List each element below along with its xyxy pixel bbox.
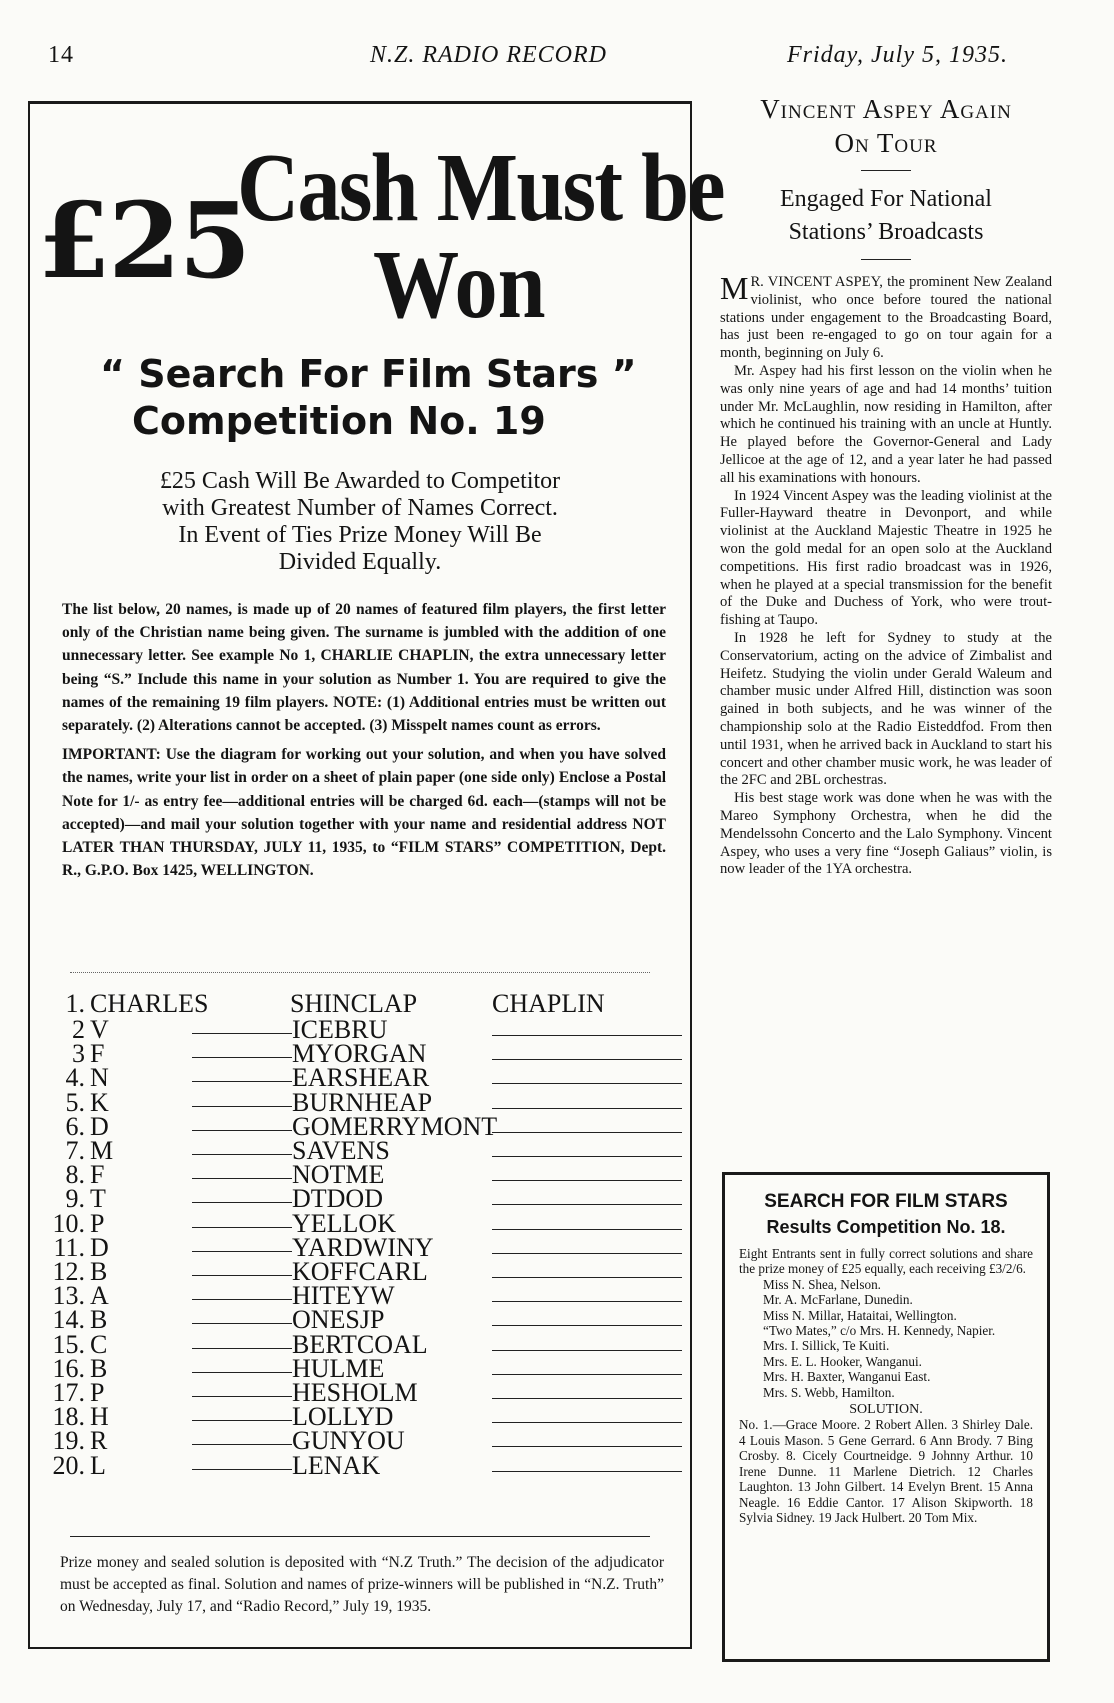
issue-date: Friday, July 5, 1935.	[787, 42, 1008, 68]
divider	[861, 259, 911, 260]
prize-line: with Greatest Number of Names Correct.	[162, 495, 558, 521]
answer-line	[492, 1471, 682, 1472]
headline-line2: Won	[373, 231, 546, 339]
row-jumble: NOTME	[292, 1160, 385, 1190]
winner-entry: Miss N. Shea, Nelson.	[763, 1276, 881, 1292]
drop-cap: M	[720, 270, 749, 306]
row-initial: P	[90, 1378, 105, 1407]
row-jumble: DTDOD	[292, 1184, 383, 1214]
prize-amount: £25	[38, 179, 250, 302]
row-number: 1.	[65, 989, 85, 1018]
winner-entry: “Two Mates,” c/o Mrs. H. Kennedy, Napier.	[763, 1323, 996, 1339]
answer-line	[492, 1204, 682, 1205]
row-number: 19.	[52, 1426, 85, 1456]
row-initial: F	[90, 1160, 105, 1190]
row-jumble: LOLLYD	[292, 1402, 394, 1432]
answer-line	[492, 1301, 682, 1302]
row-jumble: SAVENS	[292, 1136, 390, 1165]
row-initial: M	[90, 1136, 114, 1165]
article-paragraph: M R. VINCENT ASPEY, the prominent New Zealand violinist, who once before toured the national stations under engagement to the Broadcasting Board, has just been re-engaged to go on tour again for a month, beginning on July 6.	[720, 270, 1052, 362]
row-jumble: BERTCOAL	[292, 1329, 428, 1359]
row-initial: K	[90, 1087, 109, 1117]
competition-footer: Prize money and sealed solution is deposited with “N.Z Truth.” The decision of the adjudicator must be accepted as final. Solution and names of prize-winners will be published in “N.Z. Truth” on Wednesday, July 17, and “Radio Record,” July 19, 1935.	[60, 1554, 664, 1615]
row-dash	[192, 1178, 292, 1179]
page-number: 14	[48, 42, 74, 68]
row-number: 5.	[65, 1087, 85, 1117]
answer-line	[492, 1277, 682, 1278]
results-box	[722, 1172, 1050, 1662]
row-dash	[192, 1081, 292, 1082]
row-initial: H	[90, 1402, 109, 1432]
winner-entry: Mrs. H. Baxter, Wanganui East.	[763, 1369, 931, 1385]
row-dash	[192, 1348, 292, 1349]
row-number: 8.	[65, 1160, 85, 1190]
row-jumble: GUNYOU	[292, 1426, 405, 1456]
row-dash	[192, 1323, 292, 1324]
results-subheading: Results Competition No. 18.	[766, 1217, 1006, 1237]
article-paragraph: Mr. Aspey had his first lesson on the violin when he was only nine years of age and had 14 months’ tuition under Mr. McLaughlin, now residing in Hamilton, after which he continued his training with an uncle at Huntly. He played before the Governor-General and Lady Jellicoe at the age of 12, and a year later he had passed all his examinations with honours.	[720, 362, 1052, 486]
competition-title: “ Search For Film Stars ”	[100, 352, 637, 396]
row-number: 6.	[65, 1111, 85, 1141]
winner-entry: Mrs. S. Webb, Hamilton.	[763, 1384, 895, 1400]
row-jumble: YELLOK	[292, 1208, 396, 1238]
row-number: 17.	[52, 1378, 85, 1407]
article-title-line1: Vincent Aspey Again	[760, 94, 1012, 124]
row-dash	[192, 1057, 292, 1058]
row-jumble: EARSHEAR	[292, 1063, 430, 1093]
row-dash	[192, 1106, 292, 1107]
row-initial: L	[90, 1450, 106, 1480]
row-number: 20.	[52, 1450, 85, 1480]
row-initial: B	[90, 1257, 108, 1286]
row-number: 11.	[53, 1232, 85, 1262]
prize-description	[60, 468, 660, 576]
row-first-name: CHARLES	[90, 989, 209, 1018]
answer-line	[492, 1398, 682, 1399]
row-dash	[192, 1275, 292, 1276]
row-number: 10.	[52, 1208, 85, 1238]
results-text	[739, 1246, 1033, 1525]
row-dash	[192, 1202, 292, 1203]
prize-line: £25 Cash Will Be Awarded to Competitor	[159, 468, 561, 494]
competition-advert	[28, 101, 724, 1649]
results-intro: Eight Entrants sent in fully correct solutions and share the prize money of £25 equally, each receiving £3/2/6.	[739, 1246, 1033, 1277]
row-initial: D	[90, 1111, 109, 1141]
article-paragraph: In 1924 Vincent Aspey was the leading violinist at the Fuller-Hayward theatre in Devonport, and while violinist at the Auckland Majestic Theatre in 1925 he won the gold medal for an open solo at the Auckland competitions. His first radio broadcast was in 1926, when he played at a special transmission for the benefit of the Duke and Duchess of York, who were trout-fishing at Taupo.	[720, 487, 1052, 629]
answer-line	[492, 1132, 682, 1133]
row-jumble: ONESJP	[292, 1305, 385, 1335]
row-number: 15.	[52, 1329, 85, 1359]
solution-text: No. 1.—Grace Moore. 2 Robert Allen. 3 Shirley Dale. 4 Louis Mason. 5 Gene Gerrard. 6 Ann Brody. 7 Bing Crosby. 8. Cicely Courtneidge. 9 Johnny Arthur. 10 Irene Dunne. 11 Marlene Dietrich. 12 Charles Laughton. 13 John Gilbert. 14 Evelyn Brent. 15 Anna Neagle. 16 Eddie Cantor. 17 Alison Skipworth. 18 Sylvia Sidney. 19 Jack Hulbert. 20 Tom Mix.	[739, 1417, 1033, 1525]
row-number: 12.	[52, 1257, 85, 1286]
row-initial: A	[90, 1281, 109, 1311]
row-number: 13.	[52, 1281, 85, 1311]
row-number: 14.	[52, 1305, 85, 1335]
publication-title: N.Z. RADIO RECORD	[370, 42, 607, 68]
row-answer: CHAPLIN	[492, 989, 605, 1018]
answer-line	[492, 1108, 682, 1109]
row-dash	[192, 1444, 292, 1445]
instructions-text: The list below, 20 names, is made up of 20 names of featured film players, the first letter only of the Christian name being given. The surname is jumbled with the addition of one unnecessary letter. See example No 1, CHARLIE CHAPLIN, the extra unnecessary letter being “S.” Include this name in your solution as Number 1. You are required to give the names of the remaining 19 film players. NOTE: (1) Additional entries must be written out separately. (2) Alterations cannot be accepted. (3) Misspelt names count as errors.	[62, 601, 666, 735]
prize-line: In Event of Ties Prize Money Will Be	[178, 522, 542, 548]
answer-line	[492, 1350, 682, 1351]
row-jumble: ICEBRU	[292, 1015, 388, 1044]
competition-rules	[62, 598, 666, 882]
row-dash	[192, 1469, 292, 1470]
answer-line	[492, 1253, 682, 1254]
prize-line: Divided Equally.	[278, 549, 442, 575]
row-number: 7.	[65, 1136, 85, 1165]
important-notice: IMPORTANT: Use the diagram for working out your solution, and when you have solved the names, write your list in order on a sheet of plain paper (one side only) Enclose a Postal Note for 1/- as entry fee—additional entries will be charged 6d. each—(stamps will not be accepted)—and mail your solution together with your name and residential address NOT LATER THAN THURSDAY, JULY 11, 1935, to “FILM STARS” COMPETITION, Dept. R., G.P.O. Box 1425, WELLINGTON.	[62, 746, 666, 880]
row-dash	[192, 1251, 292, 1252]
answer-line	[492, 1374, 682, 1375]
winner-entry: Mrs. E. L. Hooker, Wanganui.	[763, 1353, 922, 1369]
article-paragraph: In 1928 he left for Sydney to study at the Conservatorium, acting on the advice of Zimbalist and Heifetz. Studying the violin under Gerald Waleum and chamber music under Alfred Hill, distinction was soon gained in both subjects, and he was winner of the championship solo at the Radio Eisteddfod. From then until 1931, when he arrived back in Auckland to start his concert and other chamber music work, he was leader of the 2FC and 2BL orchestras.	[720, 629, 1052, 789]
solution-heading: SOLUTION.	[849, 1402, 923, 1418]
answer-line	[492, 1083, 682, 1084]
row-jumble: HITEYW	[292, 1281, 395, 1311]
answer-line	[492, 1229, 682, 1230]
row-initial: F	[90, 1039, 105, 1069]
row-dash	[192, 1033, 292, 1034]
article-subtitle-line2: Stations’ Broadcasts	[788, 219, 984, 245]
divider	[70, 972, 650, 973]
article-title-line2: On Tour	[834, 128, 938, 158]
answer-line	[492, 1035, 682, 1036]
row-initial: D	[90, 1232, 109, 1262]
row-dash	[192, 1420, 292, 1421]
row-jumble: SHINCLAP	[290, 989, 418, 1018]
row-dash	[192, 1130, 292, 1131]
row-initial: B	[90, 1353, 108, 1383]
row-jumble: HESHOLM	[292, 1378, 418, 1407]
row-number: 2	[72, 1015, 85, 1044]
results-heading: SEARCH FOR FILM STARS	[764, 1191, 1008, 1212]
answer-line	[492, 1180, 682, 1181]
competition-number: Competition No. 19	[132, 399, 546, 443]
answer-line	[492, 1156, 682, 1157]
row-number: 18.	[52, 1402, 85, 1432]
row-dash	[192, 1396, 292, 1397]
row-jumble: GOMERRYMONT	[292, 1111, 498, 1141]
divider	[861, 170, 911, 171]
row-initial: R	[90, 1426, 108, 1456]
row-number: 3	[72, 1039, 85, 1069]
row-jumble: HULME	[292, 1353, 385, 1383]
article-subtitle-line1: Engaged For National	[780, 186, 992, 212]
row-number: 16.	[52, 1353, 85, 1383]
row-initial: P	[90, 1208, 105, 1238]
winner-entry: Mr. A. McFarlane, Dunedin.	[763, 1292, 913, 1308]
row-jumble: BURNHEAP	[292, 1087, 433, 1117]
row-dash	[192, 1372, 292, 1373]
winners-list	[739, 1277, 1033, 1400]
row-initial: B	[90, 1305, 108, 1335]
row-initial: T	[90, 1184, 106, 1214]
divider	[70, 1536, 650, 1537]
answer-line	[492, 1422, 682, 1423]
row-jumble: KOFFCARL	[292, 1257, 428, 1286]
row-dash	[192, 1154, 292, 1155]
row-jumble: MYORGAN	[292, 1039, 427, 1069]
headline-line1: Cash Must be	[237, 134, 724, 242]
row-initial: N	[90, 1063, 109, 1093]
row-jumble: LENAK	[292, 1450, 381, 1480]
row-initial: C	[90, 1329, 108, 1359]
article-body	[720, 270, 1052, 879]
winner-entry: Mrs. I. Sillick, Te Kuiti.	[763, 1338, 890, 1354]
answer-line	[492, 1446, 682, 1447]
row-dash	[192, 1227, 292, 1228]
puzzle-grid	[30, 991, 690, 1511]
article-column	[720, 92, 1052, 879]
row-number: 4.	[65, 1063, 85, 1093]
row-jumble: YARDWINY	[292, 1232, 434, 1262]
answer-line	[492, 1325, 682, 1326]
row-number: 9.	[65, 1184, 85, 1214]
winner-entry: Miss N. Millar, Hataitai, Wellington.	[763, 1307, 957, 1323]
article-paragraph: His best stage work was done when he was with the Mareo Symphony Orchestra, when he did the Mendelssohn Concerto and the Lalo Symphony. Vincent Aspey, who uses a very fine “Joseph Galiaus” violin, is now leader of the 1YA orchestra.	[720, 790, 1052, 878]
row-dash	[192, 1299, 292, 1300]
answer-line	[492, 1059, 682, 1060]
row-initial: V	[90, 1015, 109, 1044]
